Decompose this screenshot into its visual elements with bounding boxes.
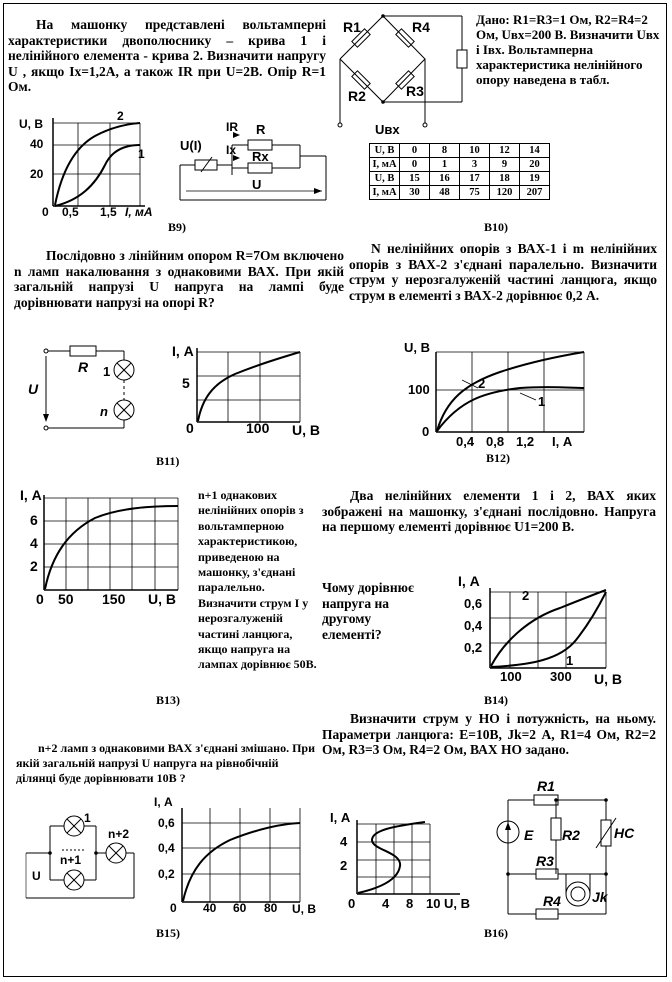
table-cell: 12 xyxy=(490,144,520,158)
p9-xtick: 0 xyxy=(42,205,49,219)
table-cell: 0 xyxy=(400,144,430,158)
problem-11-caption: В11) xyxy=(156,454,180,468)
p16-circ-label: R1 xyxy=(537,778,555,794)
p14-xlabel: U, В xyxy=(594,671,622,687)
p16-circ-label: R4 xyxy=(543,893,561,909)
p13-ytick: 4 xyxy=(30,535,38,551)
p11-xlabel: U, В xyxy=(292,422,320,438)
table-cell: U, В xyxy=(370,144,400,158)
p9-legend-1: 1 xyxy=(138,147,145,161)
p12-ytick: 0 xyxy=(422,424,430,439)
p9-xtick: 1,5 xyxy=(100,205,117,219)
p10-circ-label: R1 xyxy=(343,19,361,35)
p9-circ-label: Rx xyxy=(252,149,269,164)
p13-ytick: 2 xyxy=(30,558,38,574)
p14-ytick: 0,4 xyxy=(464,618,483,633)
p12-legend-1: 1 xyxy=(538,394,546,409)
p15-circ-label: U xyxy=(32,869,41,883)
p13-xlabel: U, В xyxy=(148,591,176,607)
table-cell: 17 xyxy=(460,172,490,186)
p15-xtick: 60 xyxy=(233,901,247,915)
p10-circ-label: R3 xyxy=(406,83,424,99)
p12-xtick: 0,4 xyxy=(456,434,475,449)
p11-xtick: 0 xyxy=(186,420,194,436)
p11-circ-label: R xyxy=(78,359,89,375)
table-cell: 3 xyxy=(460,158,490,172)
p12-xlabel: I, А xyxy=(552,434,573,449)
table-cell: 8 xyxy=(430,144,460,158)
p15-xtick: 40 xyxy=(203,901,217,915)
p15-ytick: 0,2 xyxy=(158,867,175,881)
p10-circ-label: R2 xyxy=(348,88,366,104)
p16-xtick: 10 xyxy=(426,896,441,911)
p12-ylabel: U, В xyxy=(404,340,430,355)
p11-ytick: 5 xyxy=(182,375,190,391)
p11-circ-label: n xyxy=(100,404,108,419)
p16-circ-label: Jk xyxy=(592,889,608,905)
table-cell: 16 xyxy=(430,172,460,186)
p16-ytick: 4 xyxy=(340,834,348,849)
p12-legend-2: 2 xyxy=(478,376,486,391)
problem-14-text: Два нелінійних елементи 1 і 2, ВАХ яких зображені на мaшонку, з'єднані послідовно. Напруга на першому елементі дорівнює U1=200 В. xyxy=(322,488,656,534)
table-cell: 15 xyxy=(400,172,430,186)
problem-9-caption: В9) xyxy=(168,220,186,234)
problem-12-caption: В12) xyxy=(486,451,510,465)
problem-10-caption: В10) xyxy=(484,220,508,234)
p11-xtick: 100 xyxy=(246,420,270,436)
p9-circ-label: U(I) xyxy=(180,138,202,153)
problem-11-text: Послідовно з лінійним опором R=7Ом включено n ламп накалювання з однаковими ВАХ. При якій загальній напрузі U напруга на лампі буде дорівнювати напрузі на опорі R? xyxy=(14,248,344,310)
problem-13-text-body: n+1 однакових нелінійних опорів з вольтамперною характеристикою, приведеною на мaшонку, з'єднані паралельно. Визначити струм I у нерозгалуженій частині ланцюга, якщо напруга на лампах дорівнює 50В. xyxy=(198,488,317,672)
p11-circ-label: U xyxy=(28,381,39,397)
p9-circ-label: Ix xyxy=(226,143,237,157)
table-cell: 0 xyxy=(400,158,430,172)
table-cell: U, В xyxy=(370,172,400,186)
table-cell: 19 xyxy=(520,172,550,186)
p13-ytick: 6 xyxy=(30,512,38,528)
p15-circ-label: n+1 xyxy=(60,853,82,867)
p13-xtick: 0 xyxy=(36,591,44,607)
p10-circ-label: R4 xyxy=(412,19,430,35)
p9-circ-label: R xyxy=(256,122,266,137)
problem-16-caption: В16) xyxy=(484,926,508,940)
p9-ytick: 40 xyxy=(30,137,44,151)
table-cell: 1 xyxy=(430,158,460,172)
p14-xtick: 300 xyxy=(550,669,572,684)
p9-circ-label: IR xyxy=(226,120,238,134)
table-cell: 48 xyxy=(430,186,460,200)
p12-ytick: 100 xyxy=(408,382,430,397)
p13-xtick: 50 xyxy=(58,591,74,607)
problem-15-text: n+2 ламп з однаковими ВАХ з'єднані змішано. При якій загальній напрузі U напруга на рівнобічній ділянці буде дорівнювати 10В ? xyxy=(16,741,316,785)
p15-ytick: 0,4 xyxy=(158,841,175,855)
p9-ylabel: U, В xyxy=(19,117,43,131)
table-cell: 207 xyxy=(520,186,550,200)
table-cell: 30 xyxy=(400,186,430,200)
table-cell: 14 xyxy=(520,144,550,158)
p15-ylabel: I, А xyxy=(154,795,173,809)
p14-legend-2: 2 xyxy=(522,588,530,603)
p9-xlabel: I, мА xyxy=(125,205,153,219)
p11-circ-label: 1 xyxy=(103,364,111,379)
problem-14-caption: В14) xyxy=(484,693,508,707)
table-cell: 10 xyxy=(460,144,490,158)
table-cell: I, мА xyxy=(370,158,400,172)
p14-legend-1: 1 xyxy=(566,653,574,668)
p15-circ-label: 1 xyxy=(84,811,91,825)
p14-xtick: 100 xyxy=(500,669,522,684)
p15-xtick: 0 xyxy=(170,901,177,915)
problem-13-caption: В13) xyxy=(156,693,180,707)
table-cell: 75 xyxy=(460,186,490,200)
p9-legend-2: 2 xyxy=(117,109,124,123)
p9-ytick: 20 xyxy=(30,167,44,181)
p15-xtick: 80 xyxy=(264,901,278,915)
table-cell: 20 xyxy=(520,158,550,172)
p16-circ-label: R3 xyxy=(536,853,554,869)
table-cell: 120 xyxy=(490,186,520,200)
p14-ytick: 0,2 xyxy=(464,640,483,655)
p9-xtick: 0,5 xyxy=(62,205,79,219)
p10-circ-label: Uвх xyxy=(375,122,400,137)
problem-12-text: N нелінійних опорів з ВАХ-1 і m нелінійних опорів з ВАХ-2 з'єднані паралельно. Визначити струм у нерозгалуженій частині ланцюга, якщо струм в елементі з ВАХ-2 дорівнює 0,2 А. xyxy=(349,241,657,303)
p13-xtick: 150 xyxy=(102,591,126,607)
p9-circ-label: U xyxy=(252,177,262,192)
table-cell: 9 xyxy=(490,158,520,172)
p16-ytick: 2 xyxy=(340,858,348,873)
p16-circ-label: E xyxy=(524,827,534,843)
p15-ytick: 0,6 xyxy=(158,816,175,830)
p15-xlabel: U, В xyxy=(292,902,316,916)
p14-ylabel: I, А xyxy=(458,573,480,589)
p16-xtick: 4 xyxy=(382,896,390,911)
p16-xlabel: U, В xyxy=(444,896,470,911)
problem-16-text: Визначити струм у НО і потужність, на ньому. Параметри ланцюга: E=10В, Jk=2 А, R1=4 Ом, R2=2 Ом, R3=3 Ом, R4=2 Ом, ВАХ НО задано. xyxy=(322,711,656,757)
p12-xtick: 1,2 xyxy=(516,434,535,449)
problem-10-text: Дано: R1=R3=1 Ом, R2=R4=2 Ом, Uвх=200 В. Визначити Uвх і Iвх. Вольтамперна характеристика нелінійного опору наведена в табл. xyxy=(476,12,660,87)
table-cell: 18 xyxy=(490,172,520,186)
p11-ylabel: I, А xyxy=(172,343,194,359)
problem-15-caption: В15) xyxy=(156,926,180,940)
p16-circ-label: R2 xyxy=(562,827,580,843)
problem-9-text: На мaшонку представлені вольтамперні характеристики двополюснику – крива 1 і нелінійного елемента - крива 2. Визначити напругу U , якщо Ix=1,2A, а також IR при U=2B. Опір R=1 Ом. xyxy=(8,17,326,94)
p16-xtick: 0 xyxy=(348,896,356,911)
problem-14-question: Чому дорівнює напруга на другому елементі? xyxy=(322,580,414,642)
p14-ytick: 0,6 xyxy=(464,596,483,611)
p15-circ-label: n+2 xyxy=(108,827,130,841)
p12-xtick: 0,8 xyxy=(486,434,505,449)
p13-ylabel: I, А xyxy=(20,487,42,503)
p16-circ-label: НС xyxy=(614,825,635,841)
p16-ylabel: I, А xyxy=(330,810,351,825)
table-cell: I, мА xyxy=(370,186,400,200)
p16-xtick: 8 xyxy=(406,896,414,911)
